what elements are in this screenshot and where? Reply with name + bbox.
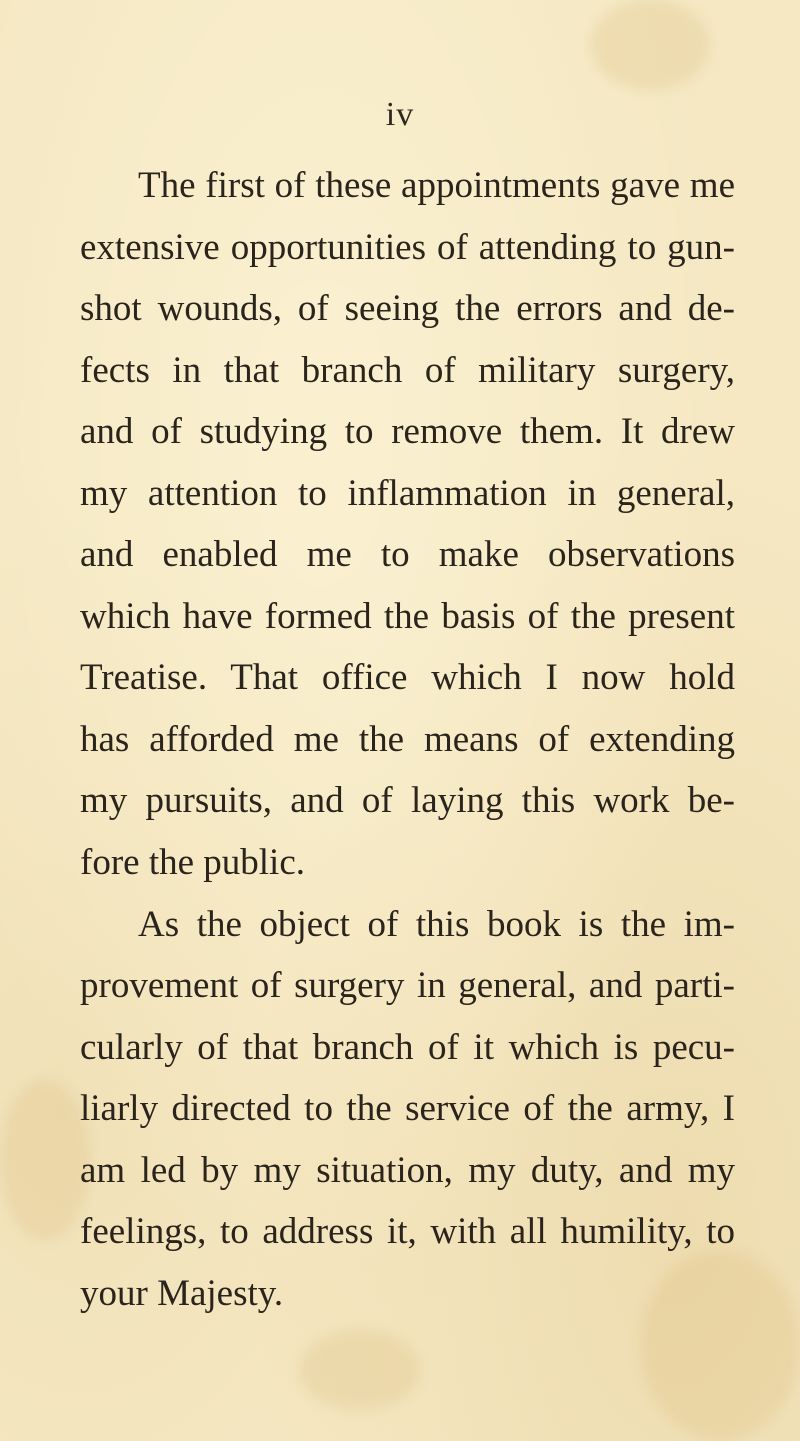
text-line: my attention to inflammation in general,: [80, 472, 735, 514]
text-line: As the object of this book is the im-: [138, 903, 735, 945]
text-line: cularly of that branch of it which is pecu-: [80, 1026, 735, 1068]
text-line: liarly directed to the service of the army, I: [80, 1088, 735, 1130]
text-line: fore the public.: [80, 842, 305, 884]
paper-stain: [0, 1080, 90, 1240]
page-number: iv: [385, 96, 415, 133]
text-line: am led by my situation, my duty, and my: [80, 1149, 735, 1191]
text-line: shot wounds, of seeing the errors and de-: [80, 288, 735, 330]
text-line: and of studying to remove them. It drew: [80, 411, 735, 453]
text-line: extensive opportunities of attending to gun-: [80, 226, 735, 268]
text-line: my pursuits, and of laying this work be-: [80, 780, 735, 822]
paper-stain: [300, 1330, 420, 1410]
text-line: provement of surgery in general, and parti-: [80, 965, 735, 1007]
text-line: your Majesty.: [80, 1272, 284, 1314]
text-line: Treatise. That office which I now hold: [80, 657, 735, 699]
text-line: fects in that branch of military surgery,: [80, 349, 735, 391]
text-line: and enabled me to make observations: [80, 534, 735, 576]
text-line: feelings, to address it, with all humility, to: [80, 1211, 735, 1253]
body-text: [80, 155, 735, 1324]
text-line: The first of these appointments gave me: [138, 165, 735, 206]
text-line: which have formed the basis of the present: [80, 595, 735, 637]
paragraph-2: [80, 894, 735, 1325]
paragraph-1: [80, 155, 735, 894]
paper-stain: [590, 0, 710, 90]
text-line: has afforded me the means of extending: [80, 718, 735, 760]
